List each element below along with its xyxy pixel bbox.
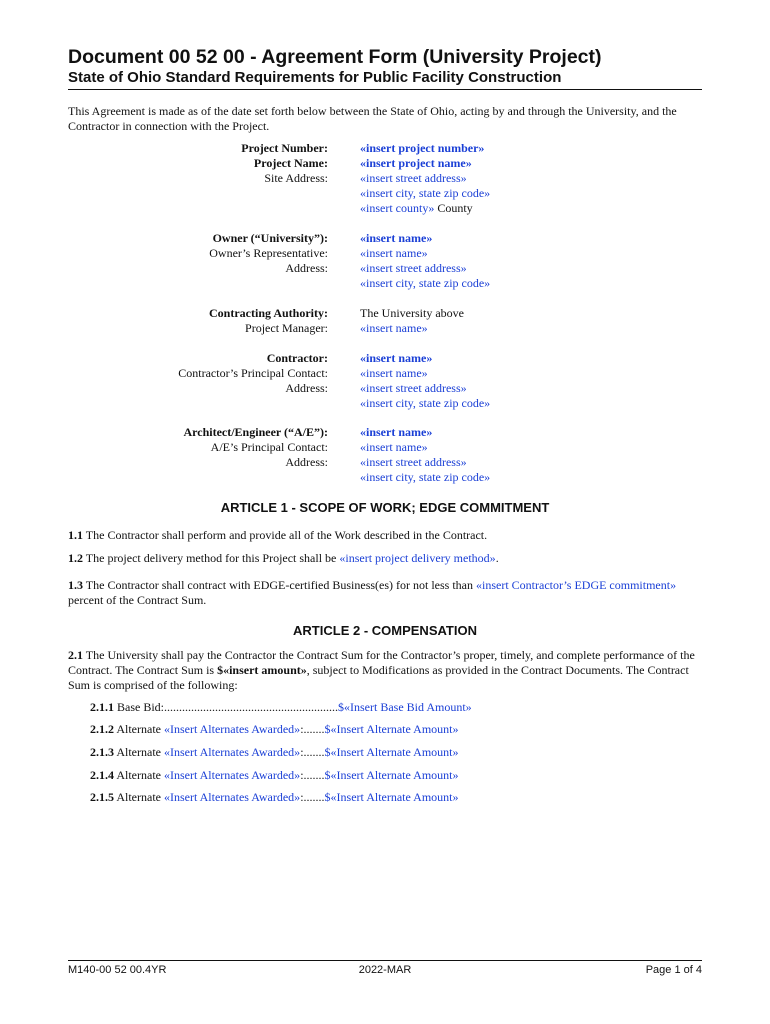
intro-paragraph: This Agreement is made as of the date set forth below between the State of Ohio, acting by and through the University, and the Contractor in connection with the Project. xyxy=(68,104,677,133)
project-number-row xyxy=(68,141,704,156)
project-name-label: Project Name: xyxy=(253,156,328,170)
project-manager-value: «insert name» xyxy=(360,321,428,335)
footer-divider xyxy=(68,960,702,961)
owner-address-row xyxy=(68,261,704,276)
site-address-label: Site Address: xyxy=(264,171,328,185)
owner-city-value: «insert city, state zip code» xyxy=(360,276,491,290)
contractor-block xyxy=(68,351,704,411)
clause-2-1-5: 2.1.5 Alternate «Insert Alternates Awarded»:.......$«Insert Alternate Amount» xyxy=(90,790,459,804)
contractor-contact-label: Contractor’s Principal Contact: xyxy=(178,366,328,380)
architect-block xyxy=(68,425,704,485)
project-name-value: «insert project name» xyxy=(360,156,472,170)
clause-1-2: 1.2 The project delivery method for this Project shall be «insert project delivery method». xyxy=(68,551,499,565)
architect-street-value: «insert street address» xyxy=(360,455,467,469)
owner-address-label: Address: xyxy=(285,261,328,275)
owner-city-row xyxy=(68,276,704,291)
architect-address-label: Address: xyxy=(285,455,328,469)
clause-1-3: 1.3 The Contractor shall contract with EDGE-certified Business(es) for not less than «insert Contractor’s EDGE commitment» percent of the Contract Sum. xyxy=(68,578,677,607)
architect-contact-label: A/E’s Principal Contact: xyxy=(210,440,328,454)
clause-2-1-1: 2.1.1 Base Bid:..........................................................$«Insert Base Bid Amount» xyxy=(90,700,472,714)
owner-street-value: «insert street address» xyxy=(360,261,467,275)
contractor-label: Contractor: xyxy=(266,351,328,365)
page-title: Document 00 52 00 - Agreement Form (University Project) xyxy=(68,46,602,68)
site-county-value: «insert county» County xyxy=(360,201,473,215)
architect-contact-value: «insert name» xyxy=(360,440,428,454)
site-city-row xyxy=(68,186,704,201)
contractor-city-row xyxy=(68,396,704,411)
architect-city-value: «insert city, state zip code» xyxy=(360,470,491,484)
contractor-row xyxy=(68,351,704,366)
authority-block xyxy=(68,306,704,336)
project-block xyxy=(68,141,704,216)
project-number-label: Project Number: xyxy=(241,141,328,155)
project-manager-row xyxy=(68,321,704,336)
owner-rep-row xyxy=(68,246,704,261)
footer-doc-code: M140-00 52 00.4YR xyxy=(68,964,167,976)
project-manager-label: Project Manager: xyxy=(245,321,328,335)
contractor-address-row xyxy=(68,381,704,396)
site-city-value: «insert city, state zip code» xyxy=(360,186,491,200)
clause-2-1-4: 2.1.4 Alternate «Insert Alternates Awarded»:.......$«Insert Alternate Amount» xyxy=(90,768,459,782)
project-number-value: «insert project number» xyxy=(360,141,485,155)
site-street-value: «insert street address» xyxy=(360,171,467,185)
page-subtitle: State of Ohio Standard Requirements for Public Facility Construction xyxy=(68,69,562,86)
project-name-row xyxy=(68,156,704,171)
contractor-value: «insert name» xyxy=(360,351,433,365)
clause-2-1: 2.1 The University shall pay the Contractor the Contract Sum for the Contractor’s proper, timely, and complete performance of the Contract. The Contract Sum is $«insert amount», subject to Modifications as provided in the Contract Documents. The Contract Sum is comprised of the following: xyxy=(68,648,695,692)
contractor-contact-row xyxy=(68,366,704,381)
site-address-row xyxy=(68,171,704,186)
article-1-heading: ARTICLE 1 - SCOPE OF WORK; EDGE COMMITMENT xyxy=(220,500,550,515)
owner-label: Owner (“University”): xyxy=(212,231,328,245)
contractor-contact-value: «insert name» xyxy=(360,366,428,380)
clause-1-1: 1.1 The Contractor shall perform and provide all of the Work described in the Contract. xyxy=(68,528,488,542)
contractor-address-label: Address: xyxy=(285,381,328,395)
clause-2-1-2: 2.1.2 Alternate «Insert Alternates Awarded»:.......$«Insert Alternate Amount» xyxy=(90,722,459,736)
title-divider xyxy=(68,89,702,90)
footer-page-number: Page 1 of 4 xyxy=(645,964,702,976)
authority-value: The University above xyxy=(360,306,464,320)
contractor-street-value: «insert street address» xyxy=(360,381,467,395)
authority-row xyxy=(68,306,704,321)
site-county-row xyxy=(68,201,704,216)
architect-label: Architect/Engineer (“A/E”): xyxy=(183,425,328,439)
owner-value: «insert name» xyxy=(360,231,433,245)
clause-2-1-3: 2.1.3 Alternate «Insert Alternates Awarded»:.......$«Insert Alternate Amount» xyxy=(90,745,459,759)
footer-date: 2022-MAR xyxy=(358,964,412,976)
architect-row xyxy=(68,425,704,440)
architect-contact-row xyxy=(68,440,704,455)
article-2-heading: ARTICLE 2 - COMPENSATION xyxy=(293,623,477,638)
owner-rep-value: «insert name» xyxy=(360,246,428,260)
architect-address-row xyxy=(68,455,704,470)
owner-block xyxy=(68,231,704,291)
architect-city-row xyxy=(68,470,704,485)
contractor-city-value: «insert city, state zip code» xyxy=(360,396,491,410)
owner-row xyxy=(68,231,704,246)
owner-rep-label: Owner’s Representative: xyxy=(209,246,328,260)
authority-label: Contracting Authority: xyxy=(209,306,328,320)
architect-value: «insert name» xyxy=(360,425,433,439)
